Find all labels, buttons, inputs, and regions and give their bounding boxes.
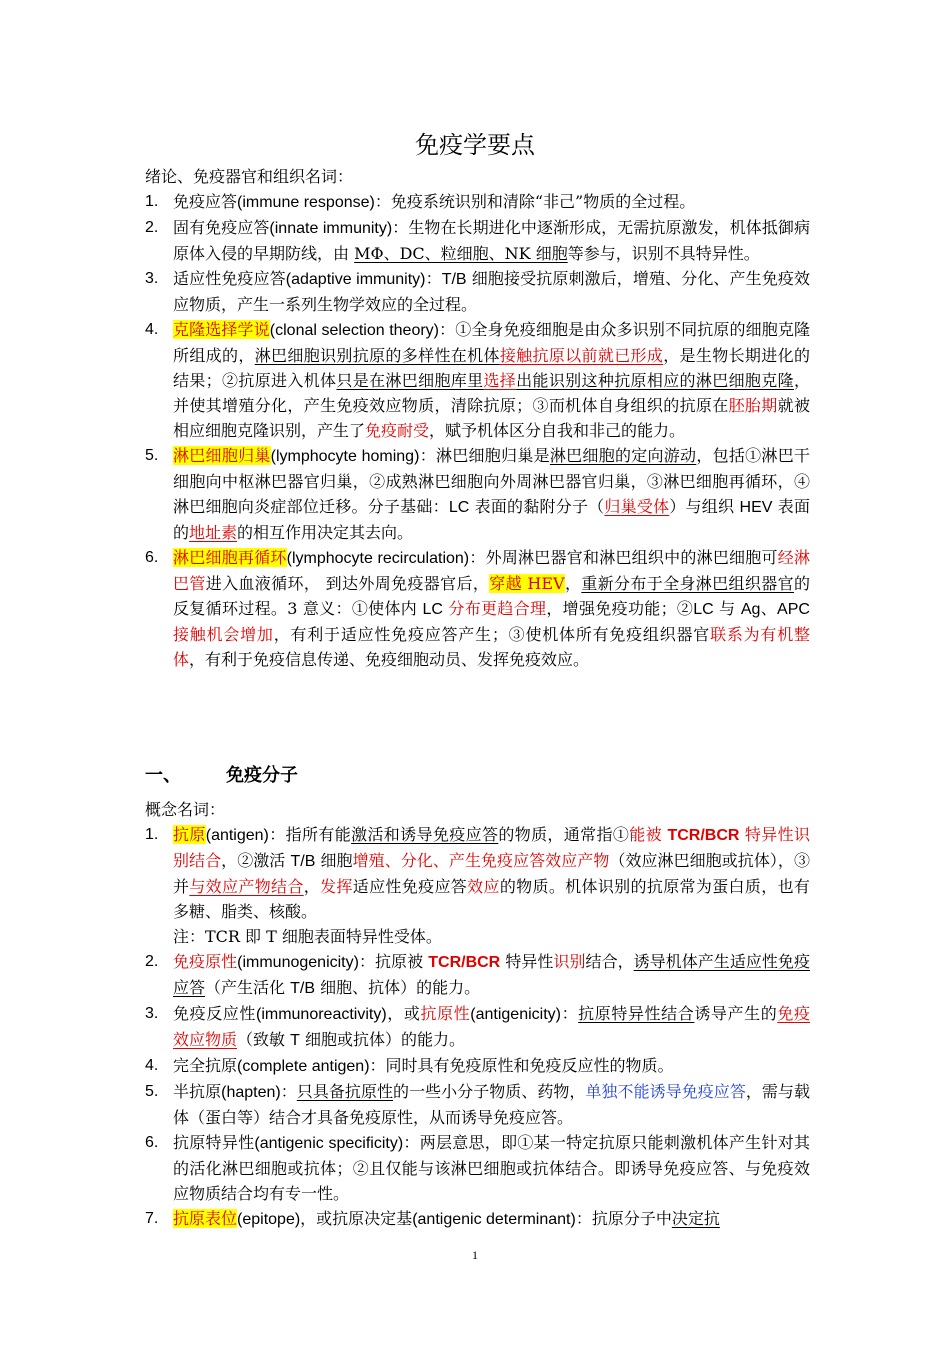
item-text: 的相互作用决定其去向。 bbox=[237, 523, 414, 542]
item-text: 适应性免疫应答 bbox=[173, 269, 286, 288]
item-text: LC bbox=[448, 499, 470, 516]
item-text: 的物质。机体识别的抗原常为蛋白质，也有多糖、脂类、核酸。 bbox=[173, 877, 810, 921]
item-text: 表面的 bbox=[173, 497, 810, 542]
item-text: 能被 bbox=[629, 825, 668, 844]
item-number: 2. bbox=[145, 219, 159, 236]
item-text: 单独不能诱导免疫应答 bbox=[585, 1082, 746, 1101]
item-text: 进入血液循环， 到达外周免疫器官后， bbox=[205, 574, 490, 593]
item-text: T/B bbox=[290, 853, 316, 870]
list-item bbox=[145, 1053, 810, 1079]
item-text: ： bbox=[280, 1082, 297, 1101]
item-number: 5. bbox=[145, 1083, 159, 1100]
item-text: ：抗原被 bbox=[358, 952, 429, 971]
item-text: T bbox=[290, 1032, 300, 1049]
item-text: (lymphocyte recirculation) bbox=[286, 550, 470, 567]
item-text: (complete antigen) bbox=[237, 1058, 370, 1075]
item-text: ：免疫系统识别和清除“非己”物质的全过程。 bbox=[374, 192, 696, 211]
item-text: ，包括①淋巴干细胞向中枢淋巴器官归巢，②成熟淋巴细胞向外周淋巴器官归巢，③淋巴细胞再循环，④淋巴细胞向炎症部位迁移。分子基础： bbox=[173, 446, 810, 516]
item-text: （致敏 bbox=[237, 1030, 291, 1049]
item-text: (innate immunity) bbox=[269, 220, 393, 237]
item-text: 诱导产生的 bbox=[694, 1004, 778, 1023]
item-text: ， bbox=[564, 574, 582, 593]
item-text: (immunogenicity) bbox=[237, 954, 359, 971]
list-item bbox=[145, 545, 810, 672]
item-text: ）与组织 bbox=[669, 497, 740, 516]
item-text: 分布更趋合理 bbox=[448, 599, 547, 618]
item-text: 的一些小分子物质、药物， bbox=[393, 1082, 586, 1101]
list-item bbox=[145, 1130, 810, 1206]
item-text: HEV bbox=[739, 499, 773, 516]
item-text: 穿越 HEV bbox=[489, 574, 565, 593]
item-text: 只是在淋巴细胞库里 bbox=[336, 371, 484, 390]
item-text: 决定抗 bbox=[671, 1209, 720, 1228]
item-text: (antigen) bbox=[205, 827, 269, 844]
item-text: 只具备抗原性 bbox=[296, 1082, 394, 1101]
item-text: 选择 bbox=[483, 371, 517, 390]
item-text: TCR/BCR bbox=[428, 954, 501, 971]
item-text: 等参与，识别不具特异性。 bbox=[567, 244, 760, 263]
item-text: 淋巴细胞归巢 bbox=[173, 446, 271, 465]
item-text: （产生活化 bbox=[205, 978, 291, 997]
item-note: 注：TCR 即 T 细胞表面特异性受体。 bbox=[173, 927, 442, 946]
item-text: 抗原 bbox=[173, 825, 206, 844]
item-text: 接触机会增加 bbox=[173, 625, 274, 644]
item-text: 细胞接受抗原刺激后，增殖、分化、产生免疫效应物质，产生一系列生物学效应的全过程。 bbox=[173, 269, 810, 314]
item-text: MΦ、DC、粒细胞、NK 细胞 bbox=[354, 244, 568, 263]
item-text: 发挥 bbox=[320, 877, 353, 896]
item-text: (immune response) bbox=[237, 194, 375, 211]
item-text: ，有利于适应性免疫应答产生；③使机体所有免疫组织器官 bbox=[273, 625, 711, 644]
item-number: 1. bbox=[145, 826, 159, 843]
item-text: ：外周淋巴器官和淋巴组织中的淋巴细胞可 bbox=[469, 548, 778, 567]
item-text: 克隆选择学说 bbox=[173, 320, 270, 339]
item-text: 免疫耐受 bbox=[365, 421, 430, 440]
item-text: ，是生物长期进化的结果；②抗原进入机体 bbox=[173, 346, 810, 390]
list-item bbox=[145, 317, 810, 443]
list-item bbox=[145, 215, 810, 266]
item-text: Ag、APC bbox=[740, 601, 810, 618]
section-heading bbox=[145, 761, 298, 787]
item-text: ：淋巴细胞归巢是 bbox=[419, 446, 550, 465]
item-text: LC bbox=[693, 601, 714, 618]
item-text: ，增强免疫功能；② bbox=[546, 599, 694, 618]
item-text: ，或抗原决定基 bbox=[300, 1209, 413, 1228]
item-text: ，并使其增殖分化，产生免疫效应物质，清除抗原；③而机体自身组织的抗原在 bbox=[173, 371, 810, 415]
item-number: 1. bbox=[145, 193, 159, 210]
item-number: 3. bbox=[145, 270, 159, 287]
intro-heading: 绪论、免疫器官和组织名词： bbox=[145, 167, 354, 186]
item-text: (antigenicity) bbox=[470, 1006, 561, 1023]
list-item bbox=[145, 822, 810, 924]
page-title: 免疫学要点 bbox=[415, 131, 535, 159]
item-text: 抗原表位 bbox=[173, 1209, 238, 1228]
item-text: T/B bbox=[290, 980, 315, 997]
item-text: 半抗原 bbox=[173, 1082, 222, 1101]
list-item bbox=[145, 443, 810, 545]
item-text: 归巢受体 bbox=[604, 497, 670, 516]
item-text: TCR/BCR bbox=[667, 827, 740, 844]
item-text: 与 bbox=[713, 599, 741, 618]
list-item bbox=[145, 1079, 810, 1130]
item-text: 重新分布于全身淋巴组织器官 bbox=[581, 574, 794, 593]
item-text: ，需与载体（蛋白等）结合才具备免疫原性，从而诱导免疫应答。 bbox=[173, 1082, 810, 1127]
item-text: 表面的黏附分子（ bbox=[469, 497, 605, 516]
item-text: (epitope) bbox=[237, 1211, 301, 1228]
item-text: ，有利于免疫信息传递、免疫细胞动员、发挥免疫效应。 bbox=[189, 650, 590, 669]
item-number: 3. bbox=[145, 1005, 159, 1022]
section-number: 一、 bbox=[145, 765, 181, 786]
item-text: ：①全身免疫细胞是由众多识别不同抗原的细胞克隆所组成的， bbox=[173, 320, 810, 365]
item-number: 4. bbox=[145, 1057, 159, 1074]
item-text: ，②激活 bbox=[221, 851, 291, 870]
item-text: 地址素 bbox=[189, 523, 238, 542]
item-text: 胚胎期 bbox=[728, 396, 778, 415]
item-text: 细胞 bbox=[315, 851, 353, 870]
item-text: ： bbox=[425, 269, 442, 288]
item-text: 固有免疫应答 bbox=[173, 218, 270, 237]
item-text: 淋巴细胞再循环 bbox=[173, 548, 287, 567]
list-item bbox=[145, 949, 810, 1001]
item-text: (hapten) bbox=[221, 1084, 281, 1101]
item-text: (clonal selection theory) bbox=[269, 322, 440, 339]
item-number: 5. bbox=[145, 447, 159, 464]
item-text: 联系为有机整体 bbox=[173, 625, 810, 669]
item-text: (lymphocyte homing) bbox=[270, 448, 420, 465]
item-text: ：同时具有免疫原性和免疫反应性的物质。 bbox=[369, 1056, 674, 1075]
item-text: 淋巴细胞的定向游动 bbox=[549, 446, 697, 465]
item-text: 激活和诱导免疫应答 bbox=[351, 825, 499, 844]
item-text: (immunoreactivity) bbox=[255, 1006, 387, 1023]
item-text: 细胞、抗体）的能力。 bbox=[315, 978, 481, 997]
item-text: 经淋巴管 bbox=[173, 548, 810, 593]
item-text: T/B bbox=[441, 271, 467, 288]
item-text: ：生物在长期进化中逐渐形成，无需抗原激发，机体抵御病原体入侵的早期防线，由 bbox=[173, 218, 810, 263]
item-text: 免疫原性 bbox=[173, 952, 238, 971]
item-text: （效应淋巴细胞或抗体），③并 bbox=[173, 851, 810, 896]
item-number: 6. bbox=[145, 1134, 159, 1151]
item-text: ： bbox=[560, 1004, 579, 1023]
item-text: 效应 bbox=[467, 877, 500, 896]
concept-heading: 概念名词： bbox=[145, 800, 226, 819]
item-text: 出能识别这种抗原相应的淋巴细胞克隆 bbox=[516, 371, 794, 390]
item-number: 7. bbox=[145, 1210, 159, 1227]
item-text: 识别 bbox=[553, 952, 586, 971]
list-item bbox=[145, 266, 810, 317]
item-text: 的反复循环过程。3 意义：①使体内 bbox=[173, 574, 810, 618]
concept-list bbox=[145, 822, 810, 1232]
item-text: 接触抗原以前就已形成 bbox=[499, 346, 664, 365]
item-text: 免疫反应性 bbox=[173, 1004, 256, 1023]
intro-list bbox=[145, 189, 810, 672]
item-text: 抗原特异性 bbox=[173, 1133, 255, 1152]
item-number: 2. bbox=[145, 953, 159, 970]
item-text: (adaptive immunity) bbox=[285, 271, 426, 288]
page-number: 1 bbox=[472, 1248, 478, 1262]
item-text: ，赋予机体区分自我和非己的能力。 bbox=[429, 421, 686, 440]
item-text: 结合， bbox=[585, 952, 634, 971]
item-text: 免疫效应物质 bbox=[173, 1004, 810, 1049]
item-text: 细胞或抗体）的能力。 bbox=[299, 1030, 465, 1049]
item-text: 特异性 bbox=[500, 952, 554, 971]
item-text: 增殖、分化、产生免疫应答效应产物 bbox=[352, 851, 610, 870]
item-text: 就被相应细胞克隆识别，产生了 bbox=[173, 396, 810, 440]
item-text: 完全抗原 bbox=[173, 1056, 238, 1075]
item-text: 免疫应答 bbox=[173, 192, 238, 211]
item-number: 4. bbox=[145, 321, 159, 338]
item-text: ，或 bbox=[386, 1004, 421, 1023]
item-text: 的物质，通常指① bbox=[498, 825, 630, 844]
item-text: ：两层意思，即①某一特定抗原只能刺激机体产生针对其的活化淋巴细胞或抗体；②且仅能与该淋巴细胞或抗体结合。即诱导免疫应答、与免疫效应物质结合均有专一性。 bbox=[173, 1133, 810, 1203]
item-text: 适应性免疫应答 bbox=[352, 877, 468, 896]
item-text: ：指所有能 bbox=[268, 825, 352, 844]
list-item bbox=[145, 1206, 810, 1232]
section-title: 免疫分子 bbox=[226, 765, 298, 786]
item-text: (antigenic determinant) bbox=[412, 1211, 576, 1228]
list-item bbox=[145, 1001, 810, 1053]
item-number: 6. bbox=[145, 549, 159, 566]
item-text: 特异性识别结合 bbox=[173, 825, 810, 870]
list-item bbox=[145, 189, 810, 215]
item-text: 与效应产物结合 bbox=[189, 877, 304, 896]
item-text: 淋巴细胞识别抗原的多样性在机体 bbox=[254, 346, 500, 365]
item-text: ：抗原分子中 bbox=[575, 1209, 672, 1228]
item-text: 诱导机体产生适应性免疫应答 bbox=[173, 952, 810, 997]
item-text: (antigenic specificity) bbox=[254, 1135, 404, 1152]
item-text: 抗原特异性结合 bbox=[578, 1004, 695, 1023]
item-text: LC bbox=[422, 601, 443, 618]
item-text: 抗原性 bbox=[420, 1004, 471, 1023]
item-text: ， bbox=[303, 877, 321, 896]
